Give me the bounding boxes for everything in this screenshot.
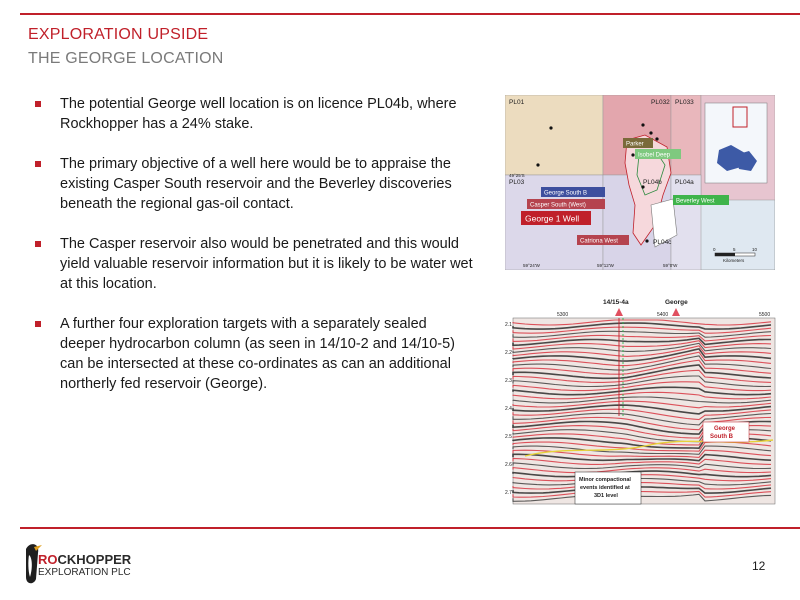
- time-tick: 2.4: [505, 406, 512, 412]
- map-licence-label: PL04b: [643, 179, 662, 186]
- trace-label: 5300: [557, 312, 569, 318]
- map-label-parker: Parker: [626, 141, 644, 148]
- map-licence-label: PL04a: [675, 179, 694, 186]
- map-label-beverley-west: Beverley West: [676, 198, 715, 205]
- time-tick: 2.1: [505, 322, 512, 328]
- well-label-george: George: [665, 299, 688, 306]
- scale-tick: 5: [733, 247, 736, 252]
- bullet-square-icon: [35, 241, 41, 247]
- time-tick: 2.5: [505, 434, 512, 440]
- map-lon-label: 59°12'W: [597, 263, 614, 268]
- scale-unit: Kilometers: [723, 258, 745, 263]
- map-label-george-1-well: George 1 Well: [525, 213, 580, 224]
- slide-title: EXPLORATION UPSIDE: [28, 26, 209, 43]
- map-lat-label: 49°25'S: [509, 173, 525, 178]
- bullet-item: [35, 314, 475, 394]
- bullet-list: [35, 94, 475, 414]
- map-licence-label: PL01: [509, 99, 525, 106]
- time-tick: 2.7: [505, 490, 512, 496]
- svg-text:South B: South B: [710, 434, 733, 440]
- map-lon-label: 59°0'W: [663, 263, 678, 268]
- map-licence-label: PL04c: [653, 239, 672, 246]
- time-tick: 2.2: [505, 350, 512, 356]
- map-label-casper-south-west: Casper South (West): [530, 202, 586, 209]
- scale-tick: 10: [752, 247, 758, 252]
- bullet-item: [35, 154, 475, 214]
- bullet-item: [35, 234, 475, 294]
- compaction-annotation: [575, 472, 641, 504]
- page-number: 12: [752, 559, 766, 573]
- map-label-isobel-deep: Isobel Deep: [638, 152, 671, 159]
- trace-label: 5500: [759, 312, 771, 318]
- logo-tagline: EXPLORATION PLC: [38, 567, 131, 578]
- bullet-square-icon: [35, 321, 41, 327]
- logo-wordmark: ROCKHOPPER: [38, 552, 132, 567]
- svg-text:3D1 level: 3D1 level: [594, 493, 618, 499]
- slide-subtitle: THE GEORGE LOCATION: [28, 50, 224, 67]
- licence-map: [505, 95, 775, 270]
- map-licence-label: PL03: [509, 179, 525, 186]
- map-lon-label: 59°24'W: [523, 263, 540, 268]
- scale-tick: 0: [713, 247, 716, 252]
- bullet-text: The Casper reservoir also would be penetrated and this would yield valuable reservoir information but it is likely to be water wet at this location.: [60, 236, 473, 292]
- svg-text:Minor compactional: Minor compactional: [579, 477, 631, 483]
- svg-text:events identified at: events identified at: [580, 485, 630, 491]
- trace-label: 5400: [657, 312, 669, 318]
- bullet-text: The primary objective of a well here would be to appraise the existing Casper South reservoir and the Beverley discoveries beneath the regional gas-oil contact.: [60, 156, 452, 212]
- svg-text:George: George: [714, 426, 736, 432]
- map-licence-label: PL032: [651, 99, 670, 106]
- bullet-square-icon: [35, 161, 41, 167]
- seismic-section: [505, 296, 779, 508]
- map-label-catriona-west: Catriona West: [580, 238, 618, 245]
- header-rule: [20, 13, 800, 15]
- george-south-b-callout: [703, 422, 749, 442]
- well-label-14-15-4a: 14/15-4a: [603, 299, 629, 306]
- bullet-text: A further four exploration targets with a separately sealed deeper hydrocarbon column (as seen in 14/10-2 and 14/10-5) can be intersected at these co-ordinates as can an additional northerly fed reservoir (George).: [60, 316, 455, 392]
- map-licence-label: PL033: [675, 99, 694, 106]
- time-tick: 2.6: [505, 462, 512, 468]
- bullet-square-icon: [35, 101, 41, 107]
- map-label-george-south-b: George South B: [544, 190, 588, 197]
- footer-rule: [20, 527, 800, 529]
- bullet-text: The potential George well location is on licence PL04b, where Rockhopper has a 24% stake.: [60, 96, 457, 132]
- bullet-item: [35, 94, 475, 134]
- time-tick: 2.3: [505, 378, 512, 384]
